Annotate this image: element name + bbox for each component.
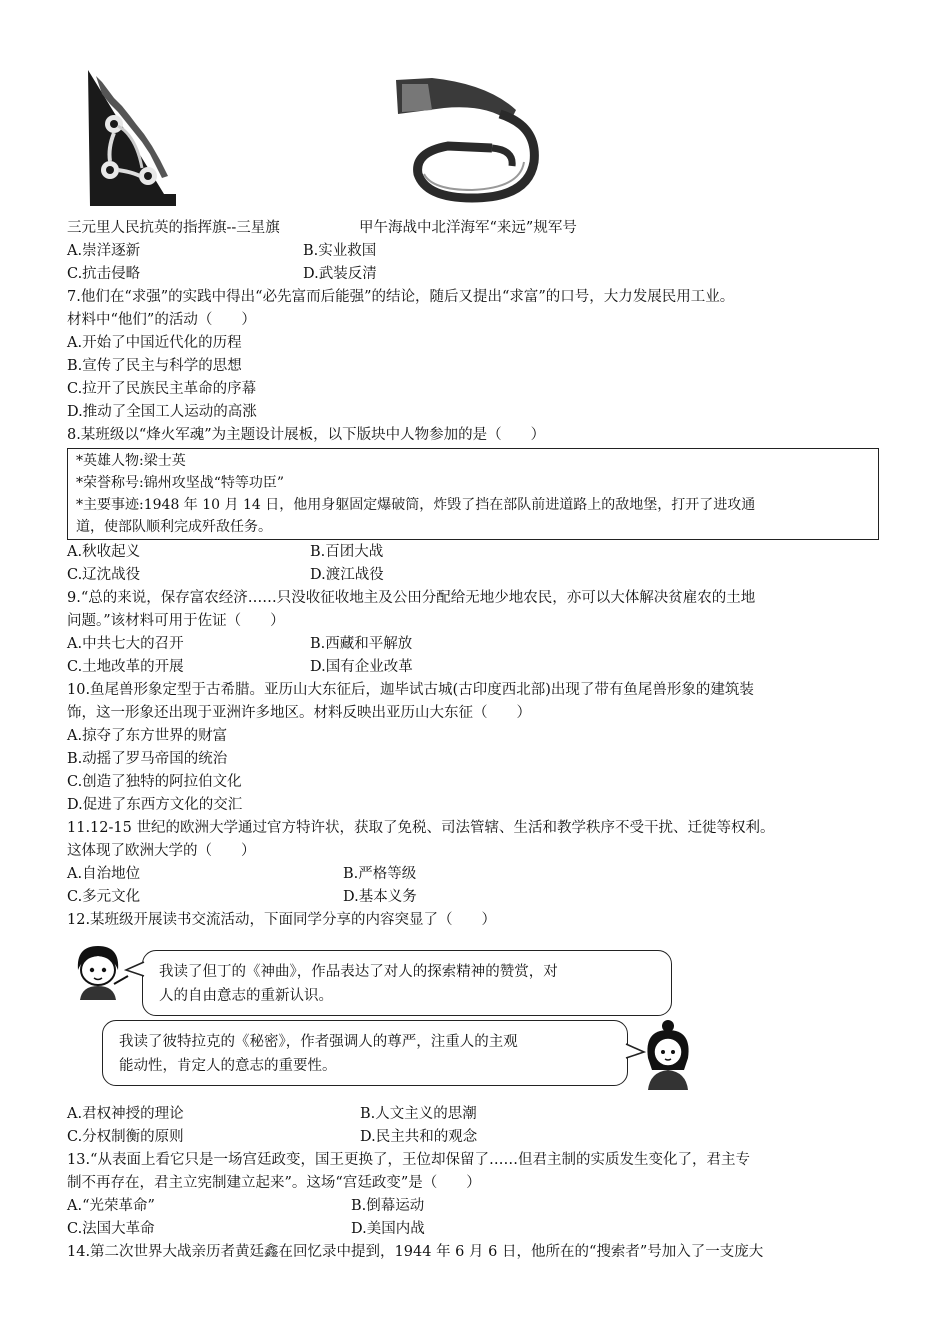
bubble-petrarch-line2: 能动性，肯定人的意志的重要性。: [119, 1058, 337, 1074]
q8-hero-info-box: [67, 448, 879, 540]
q10-option-b[interactable]: B.动摇了罗马帝国的统治: [67, 751, 228, 767]
q8-option-a[interactable]: A.秋收起义: [67, 544, 141, 560]
q9-stem-line1: 9.“总的来说，保存富农经济……只没收征收地主及公田分配给无地少地农民，亦可以大体解决贫雇农的土地: [67, 590, 756, 606]
bubble-petrarch-line1: 我读了彼特拉克的《秘密》，作者强调人的尊严，注重人的主观: [119, 1034, 518, 1050]
girl-avatar-icon: [640, 1018, 696, 1090]
q11-option-d[interactable]: D.基本义务: [343, 889, 417, 905]
bubble-dante-line2: 人的自由意志的重新认识。: [159, 988, 333, 1004]
q13-option-a[interactable]: A.“光荣革命”: [67, 1198, 155, 1214]
q8-box-line2: *荣誉称号:锦州攻坚战“特等功臣”: [76, 475, 285, 491]
flag-caption: 三元里人民抗英的指挥旗--三星旗: [67, 220, 280, 236]
q13-option-d[interactable]: D.美国内战: [351, 1221, 425, 1237]
q6-option-a[interactable]: A.崇洋逐新: [67, 243, 141, 259]
q9-option-b[interactable]: B.西藏和平解放: [310, 636, 413, 652]
speech-bubble-petrarch: [102, 1020, 628, 1086]
q12-option-b[interactable]: B.人文主义的思潮: [360, 1106, 477, 1122]
q6-option-b[interactable]: B.实业救国: [303, 243, 377, 259]
q12-option-c[interactable]: C.分权制衡的原则: [67, 1129, 184, 1145]
q9-option-a[interactable]: A.中共七大的召开: [67, 636, 184, 652]
q12-stem: 12.某班级开展读书交流活动，下面同学分享的内容突显了（ ）: [67, 912, 497, 928]
q8-box-line1: *英雄人物:梁士英: [76, 453, 186, 469]
q8-stem: 8.某班级以“烽火军魂”为主题设计展板，以下版块中人物参加的是（ ）: [67, 427, 546, 443]
q14-stem-line1: 14.第二次世界大战亲历者黄廷鑫在回忆录中提到，1944 年 6 月 6 日，他所在的“搜索者”号加入了一支庞大: [67, 1244, 764, 1260]
bubble-dante-tail: [124, 960, 146, 980]
q6-option-c[interactable]: C.抗击侵略: [67, 266, 141, 282]
q7-stem-line2: 材料中“他们”的活动（ ）: [67, 312, 256, 328]
q7-option-b[interactable]: B.宣传了民主与科学的思想: [67, 358, 242, 374]
three-star-flag-image: [78, 66, 182, 212]
q10-option-d[interactable]: D.促进了东西方文化的交汇: [67, 797, 243, 813]
speech-bubble-dante: [142, 950, 672, 1016]
q10-stem-line1: 10.鱼尾兽形象定型于古希腊。亚历山大东征后，迦毕试古城(古印度西北部)出现了带有鱼尾兽形象的建筑装: [67, 682, 754, 698]
q7-option-c[interactable]: C.拉开了民族民主革命的序幕: [67, 381, 257, 397]
q9-option-c[interactable]: C.土地改革的开展: [67, 659, 184, 675]
q13-option-b[interactable]: B.倒幕运动: [351, 1198, 425, 1214]
q8-option-d[interactable]: D.渡江战役: [310, 567, 384, 583]
q13-option-c[interactable]: C.法国大革命: [67, 1221, 155, 1237]
q12-option-d[interactable]: D.民主共和的观念: [360, 1129, 478, 1145]
q11-option-a[interactable]: A.自治地位: [67, 866, 141, 882]
boy-avatar-icon: [68, 940, 130, 1002]
q9-option-d[interactable]: D.国有企业改革: [310, 659, 413, 675]
bubble-dante-line1: 我读了但丁的《神曲》，作品表达了对人的探索精神的赞赏，对: [159, 964, 558, 980]
q8-box-line3: *主要事迹:1948 年 10 月 14 日，他用身躯固定爆破筒，炸毁了挡在部队前进道路上的敌地堡，打开了进攻通: [76, 497, 756, 513]
q8-box-line4: 道，使部队顺利完成歼敌任务。: [76, 519, 272, 535]
q13-stem-line2: 制不再存在，君主立宪制建立起来”。这场“宫廷政变”是（ ）: [67, 1175, 481, 1191]
q10-option-c[interactable]: C.创造了独特的阿拉伯文化: [67, 774, 242, 790]
q7-option-d[interactable]: D.推动了全国工人运动的高涨: [67, 404, 257, 420]
q11-stem-line2: 这体现了欧洲大学的（ ）: [67, 843, 256, 859]
q12-option-a[interactable]: A.君权神授的理论: [67, 1106, 184, 1122]
q7-option-a[interactable]: A.开始了中国近代化的历程: [67, 335, 242, 351]
q11-stem-line1: 11.12-15 世纪的欧洲大学通过官方特许状，获取了免税、司法管辖、生活和教学秩序不受干扰、迁徙等权利。: [67, 820, 775, 836]
q13-stem-line1: 13.“从表面上看它只是一场宫廷政变，国王更换了，王位却保留了……但君主制的实质发生变化了，君主专: [67, 1152, 750, 1168]
q8-option-c[interactable]: C.辽沈战役: [67, 567, 141, 583]
q11-option-c[interactable]: C.多元文化: [67, 889, 141, 905]
q11-option-b[interactable]: B.严格等级: [343, 866, 417, 882]
q10-stem-line2: 饰，这一形象还出现于亚洲许多地区。材料反映出亚历山大东征（ ）: [67, 705, 531, 721]
q10-option-a[interactable]: A.掠夺了东方世界的财富: [67, 728, 228, 744]
q7-stem-line1: 7.他们在“求强”的实践中得出“必先富而后能强”的结论，随后又提出“求富”的口号，大力发展民用工业。: [67, 289, 735, 305]
q8-option-b[interactable]: B.百团大战: [310, 544, 384, 560]
bugle-horn-image: [388, 74, 546, 206]
horn-caption: 甲午海战中北洋海军“来远”规军号: [359, 220, 577, 236]
q6-option-d[interactable]: D.武装反清: [303, 266, 377, 282]
q9-stem-line2: 问题。”该材料可用于佐证（ ）: [67, 613, 285, 629]
